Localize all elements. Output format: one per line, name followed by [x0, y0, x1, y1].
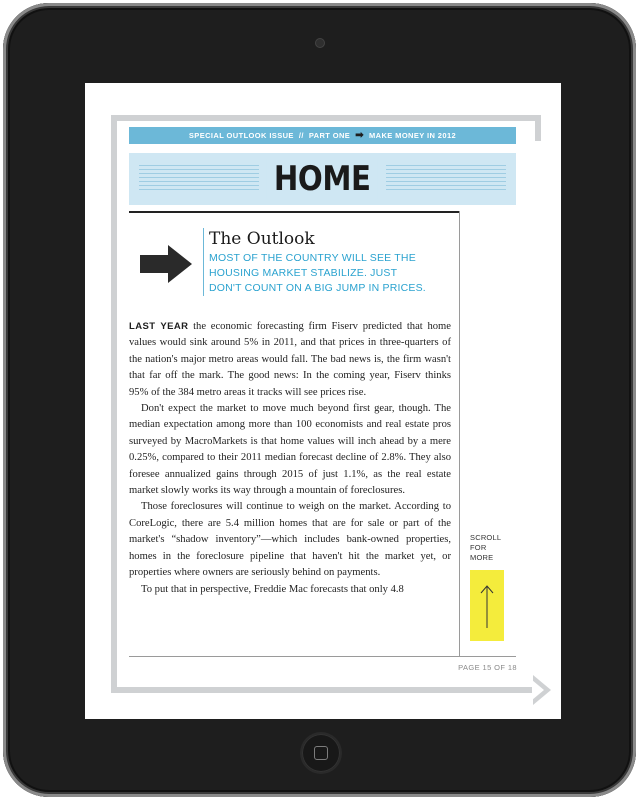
page-frame-right — [535, 115, 541, 141]
paragraph-1-text: the economic forecasting firm Fiserv predicted that home values would sink around 5% in 2011, and that prices in three-quarters of the nation's major metro areas would fall. The bad news is, the firm wasn't that far off the mark. The good news: In the coming year, Fiserv thinks 95% of the 384 metro areas it tracks will see prices rise. — [129, 321, 451, 398]
top-rule — [129, 211, 460, 213]
arrow-right-icon: ➡ — [355, 129, 364, 141]
arrow-up-icon — [480, 584, 494, 628]
scroll-for-more-button[interactable] — [470, 570, 504, 641]
section-title: HOME — [267, 159, 377, 199]
page-frame-top — [111, 115, 541, 121]
page-number: PAGE 15 OF 18 — [458, 663, 517, 672]
paragraph-4: To put that in perspective, Freddie Mac forecasts that only 4.8 — [141, 583, 404, 595]
scroll-for-more-label: SCROLL FOR MORE — [470, 533, 502, 562]
bottom-rule — [129, 656, 516, 657]
column-divider — [459, 211, 460, 656]
page-frame-left — [111, 115, 117, 690]
paragraph-2: Don't expect the market to move much beyond first gear, though. The median expectation among more than 100 economists and real estate pros surveyed by MacroMarkets is that home values will inch ahead by a mere 0.25%, compared to their 2011 median forecast decline of 2.8%. They also foresee annualized gains through 2015 of just 1.1%, as the real estate market slowly works its way through a mountain of foreclosures. — [129, 403, 451, 497]
home-button[interactable] — [302, 734, 340, 772]
next-page-arrow-inner — [532, 680, 544, 700]
article-dek: MOST OF THE COUNTRY WILL SEE THE HOUSING MARKET STABILIZE. JUST DON'T COUNT ON A BIG JUMP IN PRICES. — [209, 252, 426, 294]
section-title-wrap — [129, 153, 516, 205]
separator-label: // — [298, 131, 304, 140]
ipad-device-frame — [3, 3, 636, 797]
lead-in: LAST YEAR — [129, 321, 189, 332]
part-label: PART ONE — [308, 131, 351, 140]
section-label: MAKE MONEY IN 2012 — [369, 131, 457, 140]
article-body — [129, 319, 451, 598]
camera-icon — [316, 39, 324, 47]
section-header-bar — [129, 127, 516, 144]
paragraph-1 — [129, 319, 451, 401]
article-headline: The Outlook — [209, 229, 315, 249]
page-frame-bottom — [111, 687, 537, 693]
issue-label: SPECIAL OUTLOOK ISSUE — [188, 131, 294, 140]
title-banner — [129, 153, 516, 205]
arrow-right-icon — [140, 245, 192, 283]
magazine-page[interactable] — [85, 83, 561, 719]
paragraph-3: Those foreclosures will continue to weigh on the market. According to CoreLogic, there are 5.4 million homes that are for sale or part of the market's “shadow inventory”—which includes bank-owned properties, homes in the foreclosure pipeline that haven't hit the market yet, or properties where owners are seriously behind on payments. — [129, 501, 451, 579]
headline-rule — [203, 228, 204, 296]
home-square-icon — [314, 746, 328, 760]
